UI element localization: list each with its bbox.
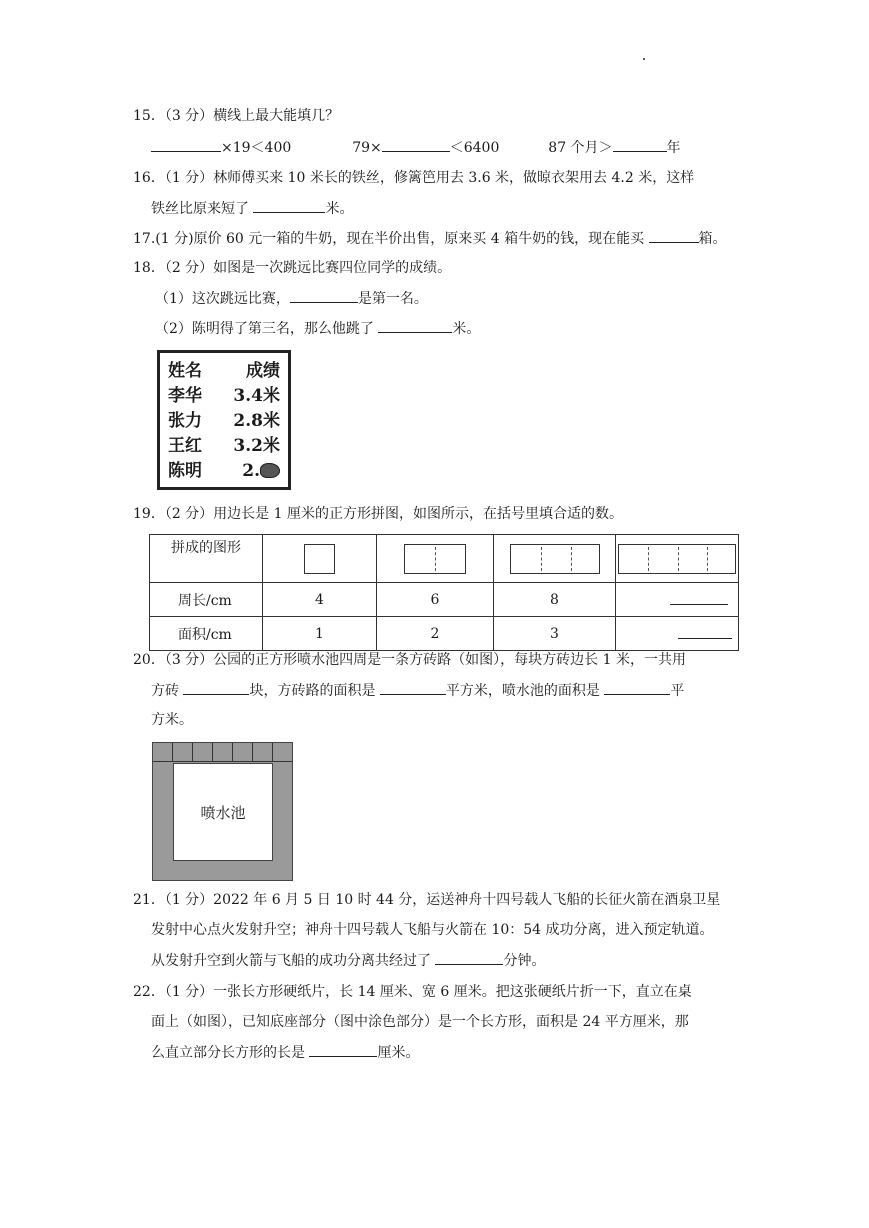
perimeter-blank-cell xyxy=(616,583,739,617)
rect-4-icon xyxy=(618,544,736,574)
q20-text-d: 平 xyxy=(670,683,685,699)
q19-table xyxy=(149,534,739,651)
score-card xyxy=(157,350,291,490)
q18-blank-2[interactable] xyxy=(378,318,452,333)
area-blank-cell xyxy=(616,617,739,651)
shape-cell-1 xyxy=(263,535,377,583)
shape-cell-2 xyxy=(377,535,494,583)
q15-part3a: 87 个月＞ xyxy=(548,140,613,156)
q16-blank[interactable] xyxy=(253,198,325,213)
q20-blank-3[interactable] xyxy=(604,680,670,695)
q21-line3 xyxy=(151,950,545,971)
q20-text-a: 方砖 xyxy=(151,683,179,699)
table-row xyxy=(150,583,739,617)
q18-blank-1[interactable] xyxy=(290,288,358,303)
q15-blank-1[interactable] xyxy=(151,137,221,152)
score-row xyxy=(168,384,280,409)
table-row xyxy=(150,535,739,583)
q15-title: 15．（3 分）横线上最大能填几？ xyxy=(133,108,340,124)
q20-text-c: 平方米，喷水池的面积是 xyxy=(445,683,600,699)
q21-text-a: 从发射升空到火箭与飞船的成功分离共经过了 xyxy=(151,953,431,969)
q18-sub2-a: （2）陈明得了第三名，那么他跳了 xyxy=(155,321,374,337)
row1-label: 拼成的图形 xyxy=(171,540,241,556)
q22-blank[interactable] xyxy=(309,1042,377,1057)
shape-cell-4 xyxy=(616,535,739,583)
ink-blot-icon xyxy=(260,463,280,478)
q22-text-b: 厘米。 xyxy=(377,1045,420,1061)
perimeter-value: 4 xyxy=(263,583,377,617)
tile xyxy=(153,743,173,761)
q15-part1: ×19＜400 xyxy=(221,140,292,156)
q20-line3: 方米。 xyxy=(151,712,193,728)
fountain-pool xyxy=(173,763,273,861)
q22-line2: 面上（如图），已知底座部分（图中涂色部分）是一个长方形，面积是 24 平方厘米，那 xyxy=(151,1014,689,1030)
q20-line1: 20．（3 分）公园的正方形喷水池四周是一条方砖路（如图），每块方砖边长 1 米，一共用 xyxy=(133,652,686,668)
student-score: 3.2米 xyxy=(233,436,280,456)
perimeter-value: 8 xyxy=(494,583,616,617)
pool-label: 喷水池 xyxy=(200,803,246,822)
q15-items xyxy=(151,137,681,158)
q16-text-b: 米。 xyxy=(325,201,354,217)
q15-blank-2[interactable] xyxy=(382,137,450,152)
fountain-diagram xyxy=(152,742,293,881)
tile xyxy=(233,743,253,761)
q18-sub1-b: 是第一名。 xyxy=(357,291,428,307)
q19-title: 19．（2 分）用边长是 1 厘米的正方形拼图，如图所示，在括号里填合适的数。 xyxy=(133,506,623,522)
square-1-icon xyxy=(304,544,335,574)
score-row xyxy=(168,434,280,459)
rect-3-icon xyxy=(510,544,600,574)
q22-line3 xyxy=(151,1042,419,1063)
q15-part2a: 79× xyxy=(352,140,382,156)
q16-line1: 16．（1 分）林师傅买来 10 米长的铁丝，修篱笆用去 3.6 米，做晾衣架用去 4.2 米，这样 xyxy=(133,170,695,186)
q20-blank-2[interactable] xyxy=(380,680,446,695)
area-value: 1 xyxy=(263,617,377,651)
q18-sub1-a: （1）这次跳远比赛， xyxy=(155,291,290,307)
student-name: 李华 xyxy=(168,386,202,406)
header-score: 成绩 xyxy=(246,361,280,381)
tile xyxy=(253,743,273,761)
header-name: 姓名 xyxy=(168,361,202,381)
q17-line xyxy=(133,228,727,249)
q18-title: 18．（2 分）如图是一次跳远比赛四位同学的成绩。 xyxy=(133,260,452,276)
perimeter-value: 6 xyxy=(377,583,494,617)
q15-blank-3[interactable] xyxy=(613,137,667,152)
perimeter-label: 周长/cm xyxy=(150,583,263,617)
area-value: 3 xyxy=(494,617,616,651)
partial-score: 2. xyxy=(242,461,260,481)
q18-sub2-b: 米。 xyxy=(452,321,481,337)
q16-line2 xyxy=(151,198,353,219)
tile xyxy=(173,743,193,761)
q20-text-b: 块，方砖路的面积是 xyxy=(249,683,376,699)
tile xyxy=(213,743,233,761)
student-score: 2.8米 xyxy=(233,411,280,431)
score-row xyxy=(168,409,280,434)
page-dot xyxy=(643,58,645,60)
table-row xyxy=(150,617,739,651)
q20-line2 xyxy=(151,680,684,701)
area-label: 面积/cm xyxy=(150,617,263,651)
q17-text-a: 17.(1 分)原价 60 元一箱的牛奶，现在半价出售，原来买 4 箱牛奶的钱，现在能买 xyxy=(133,231,645,247)
q16-text-a: 铁丝比原来短了 xyxy=(151,201,249,217)
q18-sub1 xyxy=(155,288,428,309)
q15-part2b: ＜6400 xyxy=(449,140,500,156)
student-name: 张力 xyxy=(168,411,202,431)
q18-sub2 xyxy=(155,318,480,339)
q21-line1: 21．（1 分）2022 年 6 月 5 日 10 时 44 分，运送神舟十四号载人飞船的长征火箭在酒泉卫星 xyxy=(133,892,721,908)
student-name: 陈明 xyxy=(168,461,202,481)
q17-blank[interactable] xyxy=(649,228,699,243)
student-score-obscured xyxy=(242,459,280,484)
score-card-header xyxy=(168,359,280,384)
row1-label-cell xyxy=(150,535,263,583)
student-score: 3.4米 xyxy=(233,386,280,406)
q17-text-b: 箱。 xyxy=(698,231,727,247)
score-row xyxy=(168,459,280,484)
q22-text-a: 么直立部分长方形的长是 xyxy=(151,1045,305,1061)
q20-blank-1[interactable] xyxy=(183,680,249,695)
q21-text-b: 分钟。 xyxy=(503,953,546,969)
perimeter-blank[interactable] xyxy=(670,590,728,605)
student-name: 王红 xyxy=(168,436,202,456)
tile xyxy=(193,743,213,761)
q21-blank[interactable] xyxy=(435,950,503,965)
area-value: 2 xyxy=(377,617,494,651)
shape-cell-3 xyxy=(494,535,616,583)
q22-line1: 22．（1 分）一张长方形硬纸片，长 14 厘米、宽 6 厘米。把这张硬纸片折一下，直立在桌 xyxy=(133,984,692,1000)
q15-part3b: 年 xyxy=(666,140,681,156)
rect-2-icon xyxy=(404,544,466,574)
area-blank[interactable] xyxy=(678,624,732,639)
q21-line2: 发射中心点火发射升空；神舟十四号载人飞船与火箭在 10：54 成功分离，进入预定轨道。 xyxy=(151,922,714,938)
